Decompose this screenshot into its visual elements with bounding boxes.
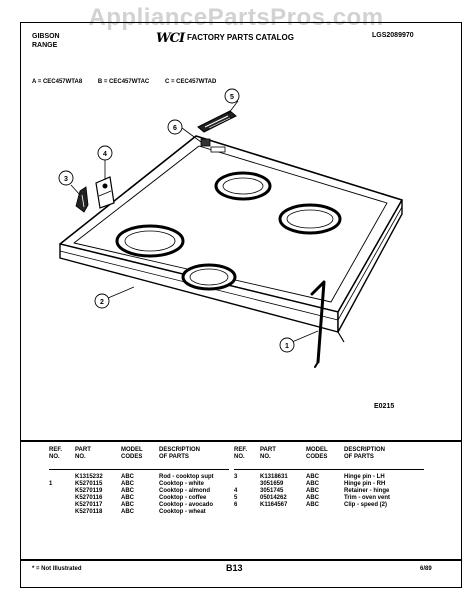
wci-logo: WCI <box>156 31 185 46</box>
description-cell: Hinge pin - LH <box>344 474 385 480</box>
model-code-cell: ABC <box>306 474 319 480</box>
svg-text:2: 2 <box>100 299 104 306</box>
cooktop-part <box>60 136 402 342</box>
model-code-cell: ABC <box>121 481 134 487</box>
ref-cell <box>234 481 260 488</box>
model-code-cell: ABC <box>306 481 319 487</box>
svg-text:3: 3 <box>64 176 68 183</box>
callout-2 <box>95 294 109 308</box>
model-code-cell: ABC <box>121 495 134 501</box>
description-cell: Retainer - hinge <box>344 488 390 494</box>
part-number-cell: K5270118 <box>75 509 103 515</box>
right-model-column: MODEL CODES ABC ABC ABC ABC ABC <box>306 447 344 509</box>
ref-cell: 6 <box>234 502 238 508</box>
ref-cell: 4 <box>234 488 238 494</box>
watermark: AppliancePartsPros.com <box>88 4 384 31</box>
ref-cell: 1 <box>49 481 53 487</box>
model-code-cell: ABC <box>121 488 134 494</box>
callout-4 <box>98 146 112 160</box>
svg-text:1: 1 <box>285 343 289 350</box>
part-number-cell: K1164567 <box>260 502 288 508</box>
hinge-retainer <box>96 177 114 208</box>
parts-table <box>20 440 462 561</box>
callout-5 <box>225 89 239 103</box>
part-number-cell: 05014262 <box>260 495 287 501</box>
right-part-column: PART NO. K1318631 3051659 3051745 05014262 K1164567 <box>260 447 306 509</box>
model-b: B = CEC457WTAC <box>97 79 150 85</box>
date-code: 6/89 <box>420 566 432 572</box>
callout-3 <box>59 171 73 185</box>
description-cell: Cooktop - white <box>159 481 204 487</box>
callout-1 <box>280 338 294 352</box>
product-type: RANGE <box>32 42 58 49</box>
svg-text:6: 6 <box>173 125 177 132</box>
model-code-cell: ABC <box>121 509 134 515</box>
svg-text:5: 5 <box>230 94 234 101</box>
ref-cell <box>49 488 75 495</box>
catalog-number: LGS2089970 <box>372 32 414 39</box>
description-cell: Cooktop - wheat <box>159 509 206 515</box>
ref-cell <box>49 495 75 502</box>
model-code-cell: ABC <box>306 488 319 494</box>
ref-cell <box>49 509 75 516</box>
description-cell: Cooktop - almond <box>159 488 210 494</box>
brand-name: GIBSON <box>32 33 60 40</box>
description-cell: Rod - cooktop supt <box>159 474 214 480</box>
model-a: A = CEC457WTA8 <box>32 79 83 85</box>
model-code-cell: ABC <box>306 495 319 501</box>
callout-6 <box>168 120 182 134</box>
left-ref-column: REF. NO. 1 <box>49 447 75 516</box>
part-number-cell: K5270116 <box>75 495 103 501</box>
ref-cell: 5 <box>234 495 238 501</box>
ref-cell: 3 <box>234 474 238 480</box>
model-code-cell: ABC <box>121 474 134 480</box>
description-cell: Hinge pin - RH <box>344 481 386 487</box>
part-number-cell: K5270119 <box>75 488 103 494</box>
description-cell: Cooktop - coffee <box>159 495 207 501</box>
part-number-cell: K5270115 <box>75 481 103 487</box>
part-number-cell: 3051745 <box>260 488 284 494</box>
diagram-id: E0215 <box>374 403 395 410</box>
ref-cell <box>49 502 75 509</box>
description-cell: Trim - oven vent <box>344 495 391 501</box>
model-code-cell: ABC <box>306 502 319 508</box>
ref-cell <box>49 474 75 481</box>
part-number-cell: K1315232 <box>75 474 103 480</box>
part-number-cell: K1318631 <box>260 474 288 480</box>
right-ref-column: REF. NO. 3 4 5 6 <box>234 447 260 509</box>
left-part-column: PART NO. K1315232 K5270115 K5270119 K5270116 K5270117 K5270118 <box>75 447 121 516</box>
model-c: C = CEC457WTAD <box>164 79 217 85</box>
description-cell: Clip - speed (2) <box>344 502 388 508</box>
right-description-column: DESCRIPTION OF PARTS Hinge pin - LH Hinge pin - RH Retainer - hinge Trim - oven vent Clip - speed (2) <box>344 447 424 509</box>
not-illustrated-note: * = Not Illustrated <box>32 566 82 572</box>
svg-text:4: 4 <box>103 151 107 158</box>
oven-vent-trim <box>198 111 236 132</box>
description-cell: Cooktop - avocado <box>159 502 214 508</box>
page-number: B13 <box>226 563 243 573</box>
left-description-column: DESCRIPTION OF PARTS Rod - cooktop supt Cooktop - white Cooktop - almond Cooktop - coffee Cooktop - avocado Cooktop - wheat <box>159 447 229 516</box>
part-number-cell: 3051659 <box>260 481 284 487</box>
catalog-title: FACTORY PARTS CATALOG <box>187 33 294 42</box>
model-code-cell: ABC <box>121 502 134 508</box>
hinge-pin <box>76 187 88 212</box>
part-number-cell: K5270117 <box>75 502 103 508</box>
left-model-column: MODEL CODES ABC ABC ABC ABC ABC ABC <box>121 447 159 516</box>
